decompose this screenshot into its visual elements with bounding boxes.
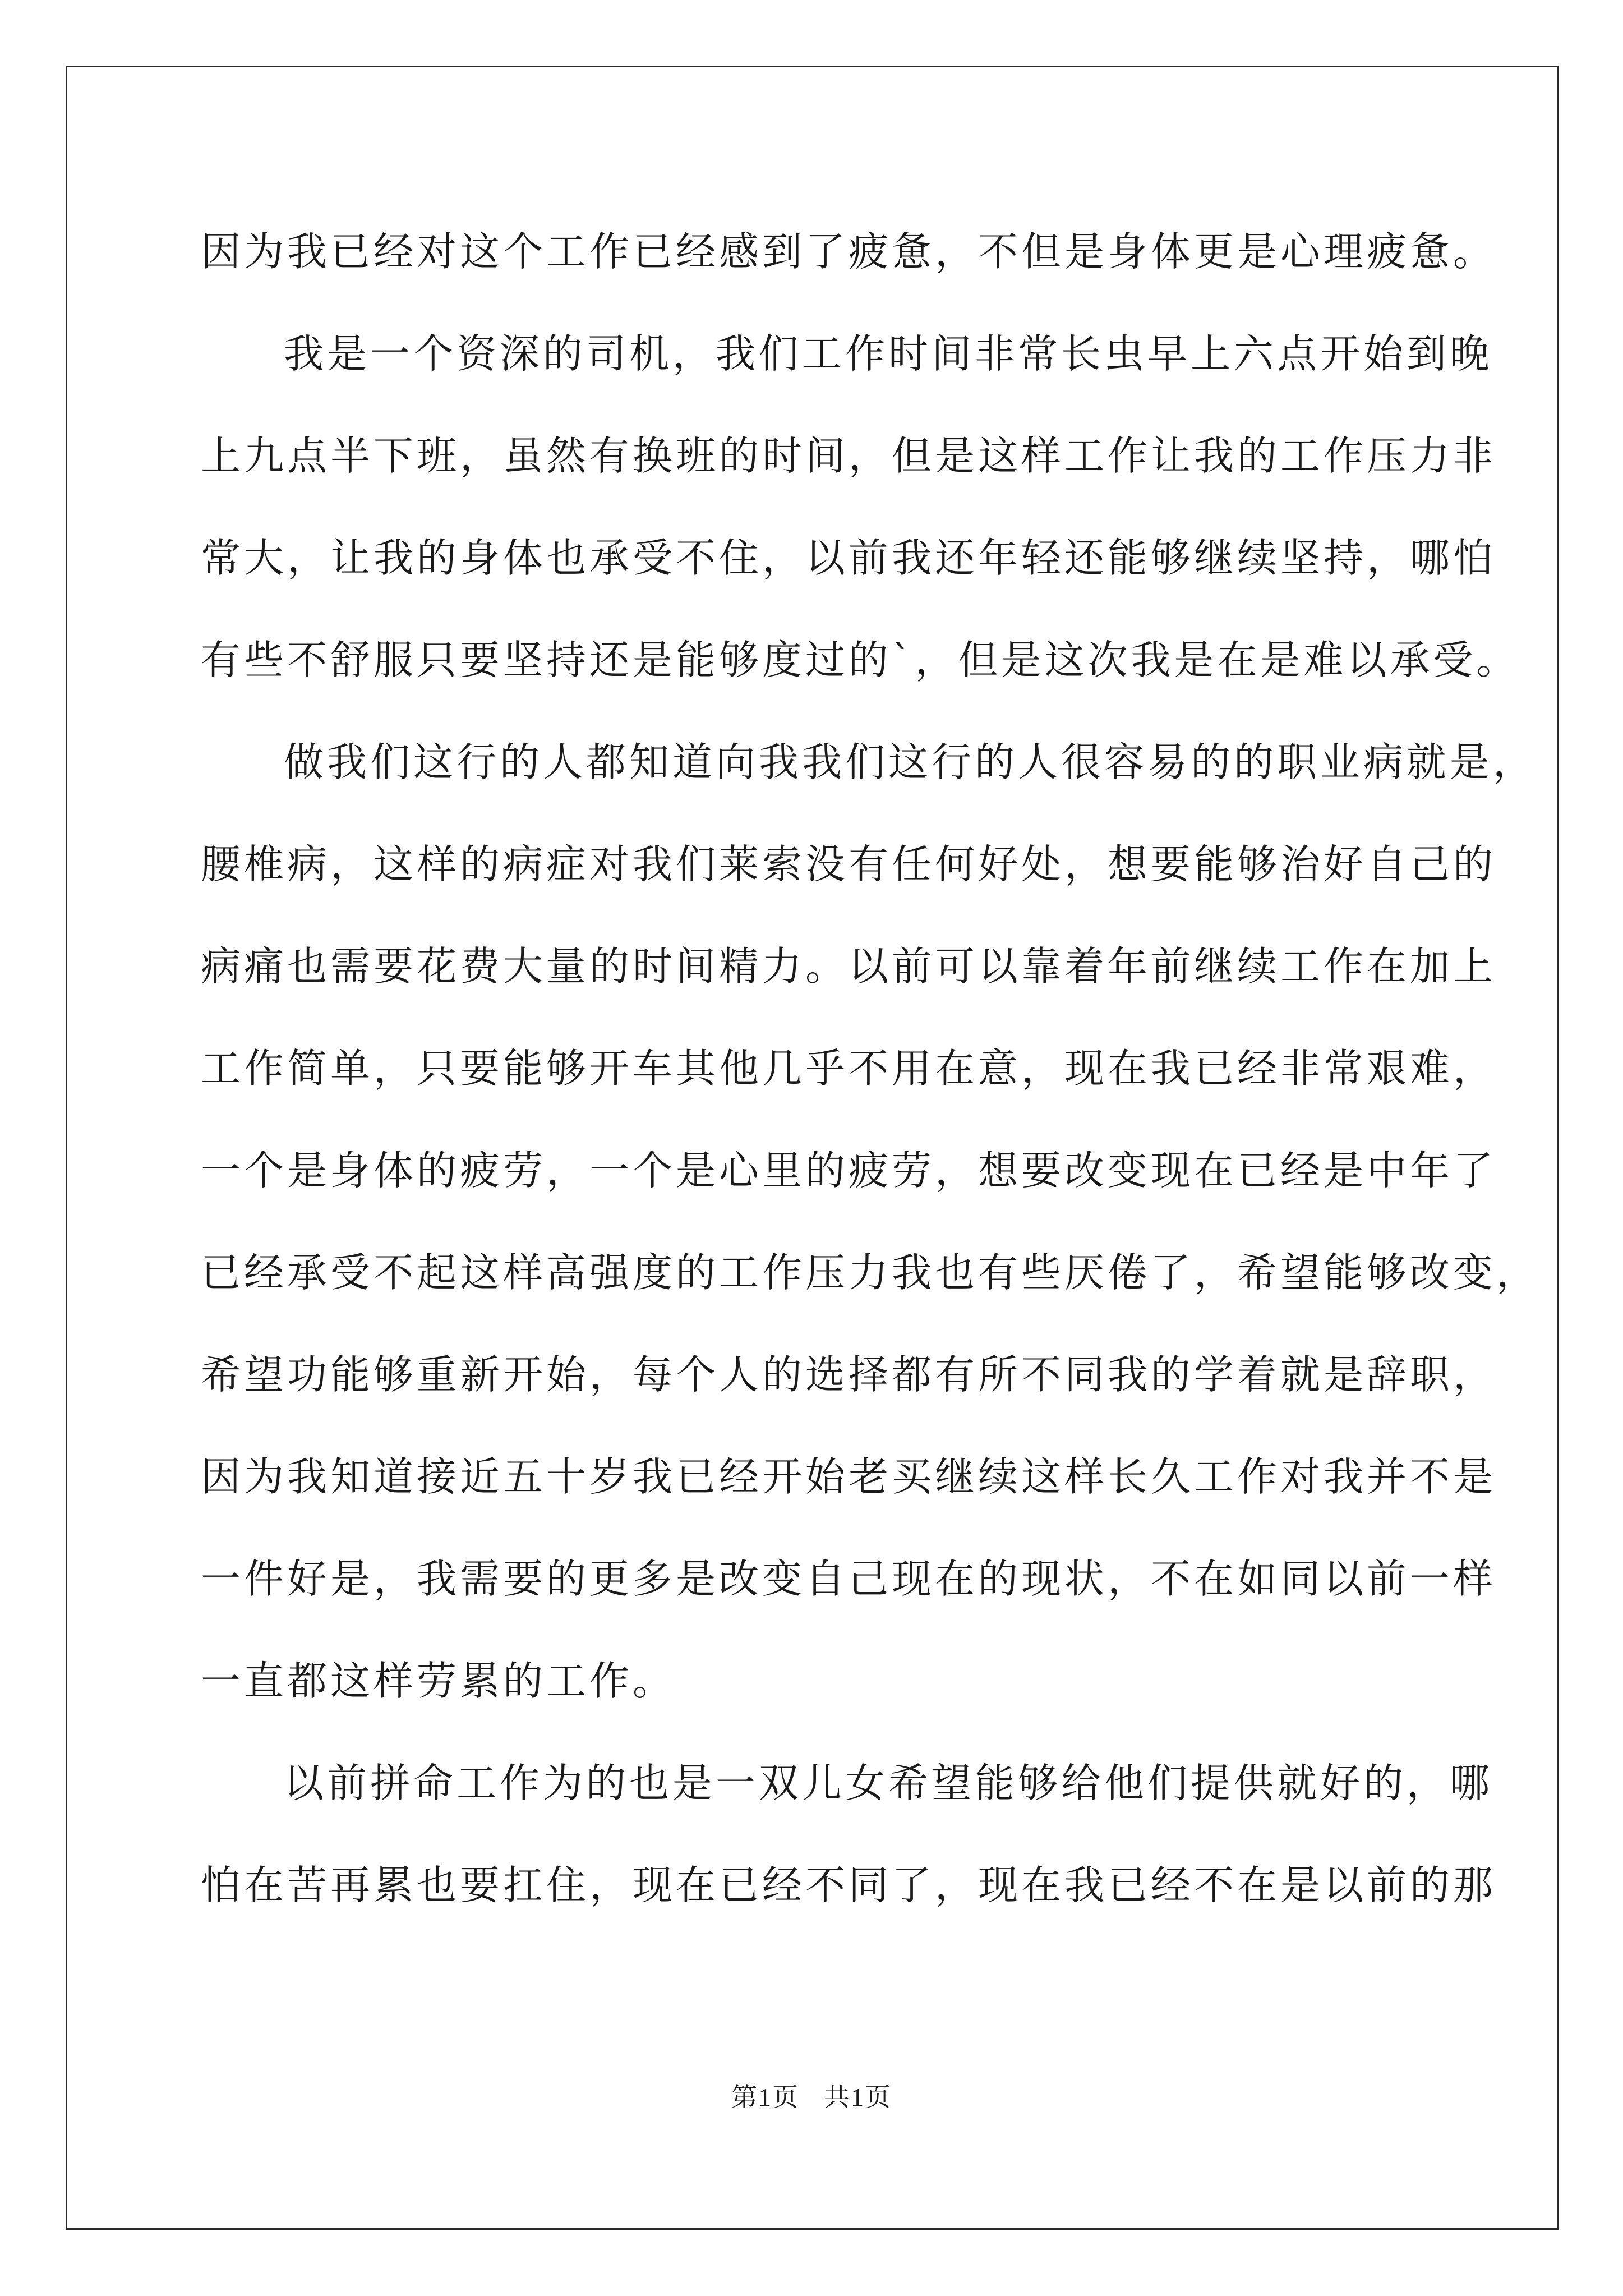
text-line: 因为我已经对这个工作已经感到了疲惫，不但是身体更是心理疲惫。 <box>201 228 1497 275</box>
text-line: 我是一个资深的司机，我们工作时间非常长虫早上六点开始到晚 <box>284 330 1493 377</box>
text-line: 以前拼命工作为的也是一双儿女希望能够给他们提供就好的，哪 <box>284 1760 1493 1806</box>
text-line: 一件好是，我需要的更多是改变自己现在的现状，不在如同以前一样 <box>201 1556 1497 1602</box>
text-line: 做我们这行的人都知道向我我们这行的人很容易的的职业病就是， <box>284 739 1537 785</box>
text-line: 一直都这样劳累的工作。 <box>201 1658 676 1704</box>
text-line: 病痛也需要花费大量的时间精力。以前可以靠着年前继续工作在加上 <box>201 943 1497 990</box>
page-total: 共1页 <box>824 2083 892 2111</box>
text-line: 一个是身体的疲劳，一个是心里的疲劳，想要改变现在已经是中年了 <box>201 1147 1497 1194</box>
text-line: 已经承受不起这样高强度的工作压力我也有些厌倦了，希望能够改变， <box>201 1249 1540 1296</box>
text-line: 有些不舒服只要坚持还是能够度过的`，但是这次我是在是难以承受。 <box>201 637 1520 683</box>
text-line: 工作简单，只要能够开车其他几乎不用在意，现在我已经非常艰难， <box>201 1045 1497 1092</box>
text-line: 希望功能够重新开始，每个人的选择都有所不同我的学着就是辞职， <box>201 1351 1497 1398</box>
text-line: 怕在苦再累也要扛住，现在已经不同了，现在我已经不在是以前的那 <box>201 1862 1497 1908</box>
text-line: 腰椎病，这样的病症对我们莱索没有任何好处，想要能够治好自己的 <box>201 841 1497 887</box>
document-body <box>201 201 1540 1936</box>
page-footer <box>0 2077 1623 2114</box>
text-line: 常大，让我的身体也承受不住，以前我还年轻还能够继续坚持，哪怕 <box>201 535 1497 581</box>
text-line: 因为我知道接近五十岁我已经开始老买继续这样长久工作对我并不是 <box>201 1453 1497 1500</box>
page-number: 第1页 <box>731 2083 799 2111</box>
text-line: 上九点半下班，虽然有换班的时间，但是这样工作让我的工作压力非 <box>201 432 1497 479</box>
